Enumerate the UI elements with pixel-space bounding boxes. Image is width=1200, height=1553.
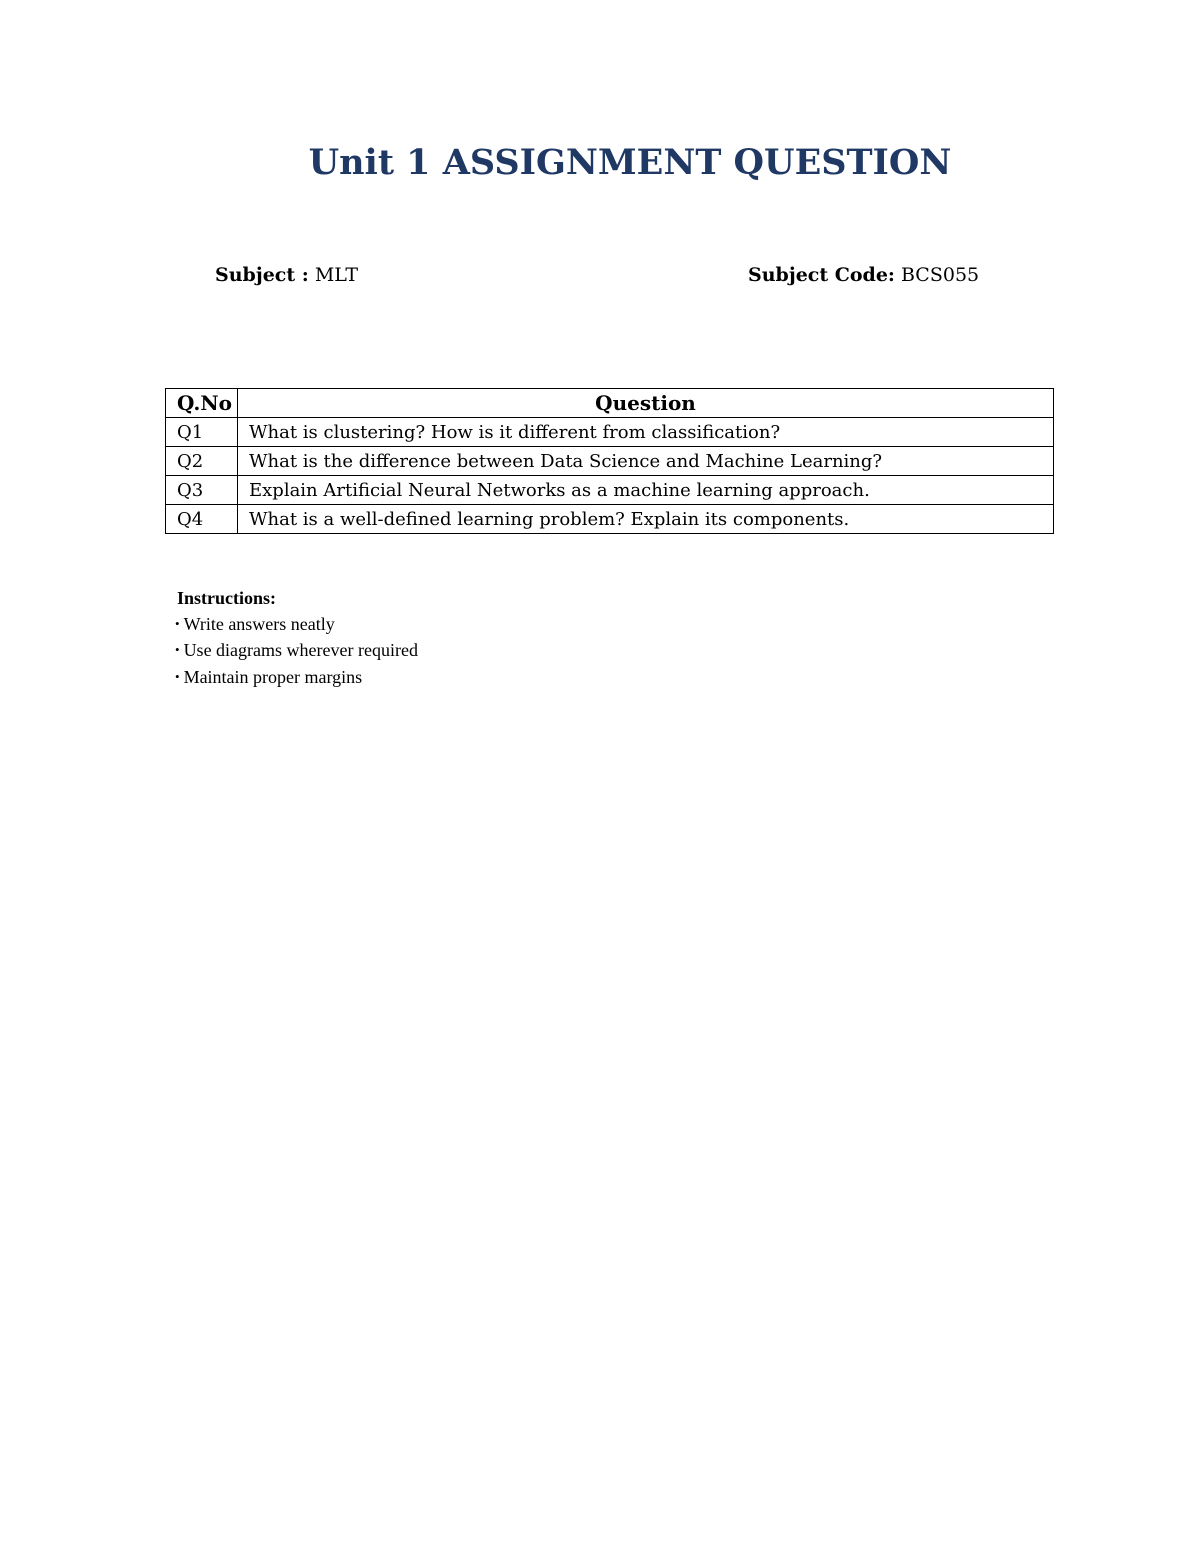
- row-question: What is the difference between Data Science and Machine Learning?: [238, 447, 1054, 476]
- header-question: Question: [238, 389, 1054, 418]
- subject-field: [215, 264, 358, 286]
- bullet-icon: •: [175, 642, 180, 657]
- row-qno: Q1: [166, 418, 238, 447]
- row-qno: Q3: [166, 476, 238, 505]
- row-question: Explain Artificial Neural Networks as a machine learning approach.: [238, 476, 1054, 505]
- bullet-icon: •: [175, 668, 180, 684]
- subject-code-field: [748, 264, 979, 286]
- subject-value: MLT: [314, 264, 359, 286]
- instruction-text: Write answers neatly: [183, 613, 335, 634]
- subject-code-label: Subject Code:: [748, 264, 895, 286]
- row-qno: Q4: [166, 505, 238, 534]
- subject-code-value: BCS055: [900, 264, 980, 286]
- table-row: [166, 447, 1054, 476]
- subject-label: Subject :: [215, 264, 309, 286]
- row-question: What is a well-defined learning problem? Explain its components.: [238, 505, 1054, 534]
- table-row: [166, 476, 1054, 505]
- table-row: [166, 418, 1054, 447]
- page-title: Unit 1 ASSIGNMENT QUESTION: [308, 142, 952, 183]
- instructions-heading: Instructions:: [177, 588, 277, 608]
- instruction-item: [175, 612, 418, 639]
- instruction-text: Use diagrams wherever required: [183, 640, 418, 660]
- row-qno: Q2: [166, 447, 238, 476]
- bullet-icon: •: [175, 615, 180, 631]
- instruction-text: Maintain proper margins: [183, 666, 363, 687]
- row-question: What is clustering? How is it different from classification?: [238, 418, 1054, 447]
- instruction-item: [175, 638, 418, 665]
- header-qno: Q.No: [166, 389, 238, 418]
- table-row: [166, 505, 1054, 534]
- table-header-row: [166, 389, 1054, 418]
- questions-table: [165, 388, 1054, 534]
- instructions-block: [177, 586, 418, 691]
- instruction-item: [175, 665, 418, 692]
